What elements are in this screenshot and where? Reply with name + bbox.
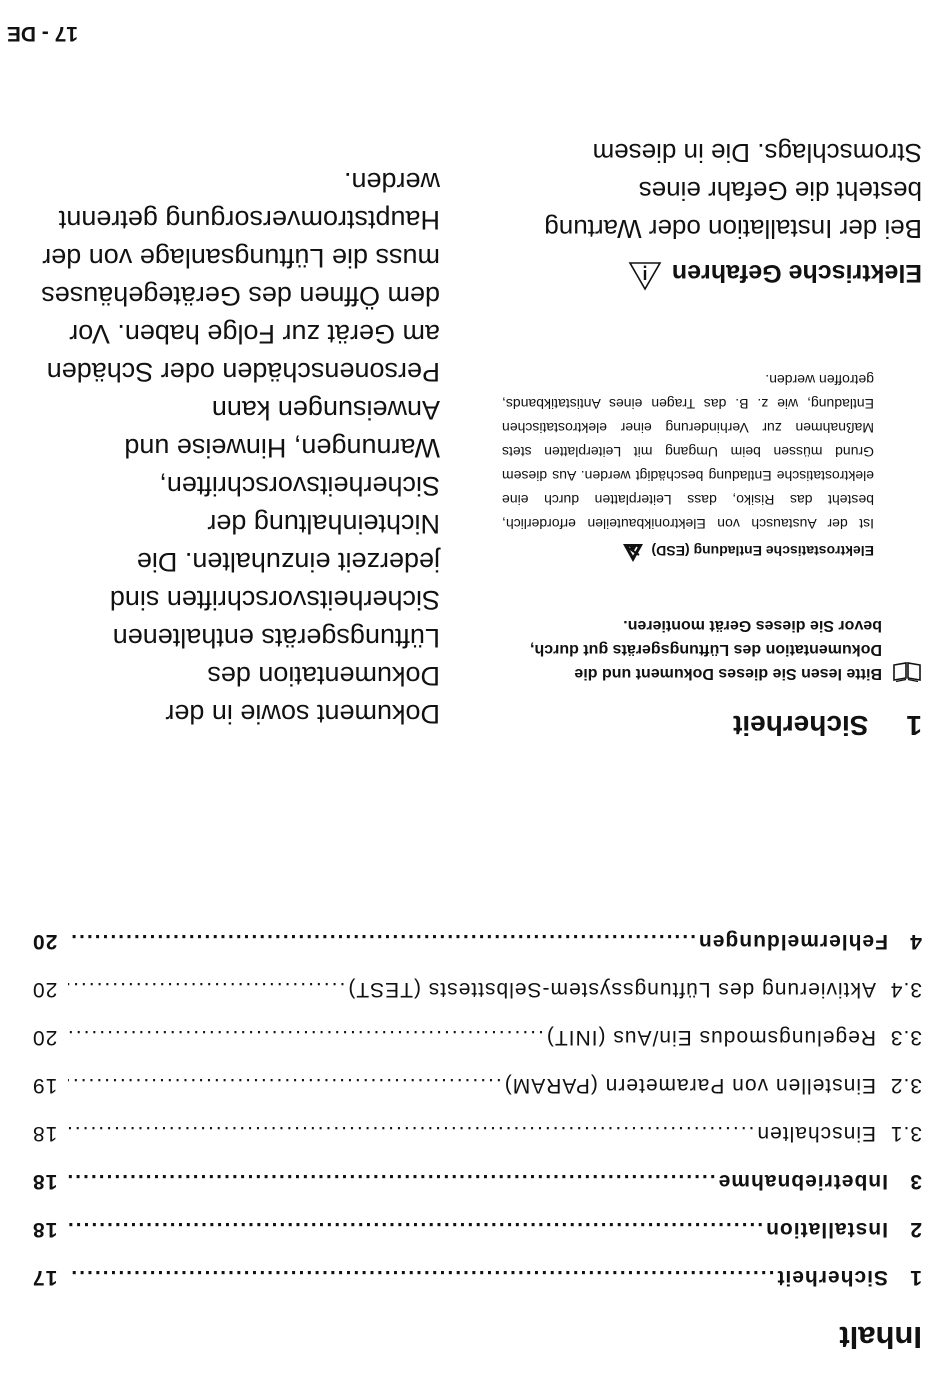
toc-label: Einstellen von Parametern (PARAM) xyxy=(503,1074,876,1097)
toc-leader xyxy=(68,1217,763,1241)
page-footer: 17 - DE xyxy=(6,22,78,45)
electric-text: Bei der Installation oder Wartung besteht die Gefahr eines Stromschlags. Die in diesem xyxy=(544,138,922,244)
toc-label: Sicherheit xyxy=(776,1266,888,1289)
intro-notice xyxy=(502,613,922,685)
toc-label: Inbetriebnahme xyxy=(717,1170,888,1193)
toc-page: 18 xyxy=(32,1122,58,1145)
toc-leader xyxy=(68,1121,754,1145)
esd-text: Ist der Austausch von Elektronikbauteilen erforderlich, besteht das Risiko, dass Leiterplatten durch eine elektrostatische Entladung beschädigt werden. Aus diesem Grund müssen beim Umgang mit Leiterplatten stets Maßnahmen zur Verhinderung einer elektrostatischen Entladung, wie z. B. das Tragen eines Antistatikbands, getroffen werden. xyxy=(502,372,874,532)
toc-number: 3.4 xyxy=(889,978,922,1001)
toc-number: 3.1 xyxy=(889,1122,922,1145)
section-heading xyxy=(733,709,922,741)
right-column-text: Dokument sowie in der Dokumentation des Lüftungsgeräts enthaltenen Sicherheitsvorschriften sind jederzeit einzuhalten. Die Nichteinhaltung der Sicherheitsvorschriften, Warnungen, Hinweise und Anweisungen kann Personenschäden oder Schäden am Gerät zur Folge haben. Vor dem Öffnen des Gerätegehäuses muss die Lüftungsanlage von der Hauptstromversorgung getrennt werden. xyxy=(41,167,440,729)
contents-title: Inhalt xyxy=(839,1320,922,1355)
electric-hazard-notice xyxy=(502,134,922,291)
toc-entry[interactable] xyxy=(32,1049,922,1097)
toc-number: 4 xyxy=(909,930,922,953)
esd-title: Elektrostatische Entladung (ESD) xyxy=(651,543,874,560)
toc-number: 3 xyxy=(909,1170,922,1193)
toc-label: Regelungsmodus Ein/Aus (INIT) xyxy=(545,1026,876,1049)
toc-page: 20 xyxy=(32,1026,58,1049)
toc-entry[interactable] xyxy=(32,953,922,1001)
toc-entry[interactable] xyxy=(32,1241,922,1289)
toc-leader xyxy=(68,977,345,1001)
esd-notice xyxy=(502,368,874,563)
toc-entry[interactable] xyxy=(32,905,922,953)
toc-leader xyxy=(68,1073,502,1097)
toc-label: Aktivierung des Lüftungssystem-Selbsttests (TEST) xyxy=(347,978,876,1001)
toc-number: 2 xyxy=(909,1218,922,1241)
toc-number: 3.2 xyxy=(889,1074,922,1097)
table-of-contents xyxy=(32,905,922,1289)
toc-entry[interactable] xyxy=(32,1097,922,1145)
toc-label: Fehlermeldungen xyxy=(697,930,888,953)
toc-page: 19 xyxy=(32,1074,58,1097)
electric-heading xyxy=(502,254,922,291)
toc-entry[interactable] xyxy=(32,1193,922,1241)
intro-text: Bitte lesen Sie dieses Dokument und die Dokumentation des Lüftungsgeräts gut durch, bevor Sie dieses Gerät montieren. xyxy=(529,617,882,682)
toc-leader xyxy=(68,1025,544,1049)
toc-page: 18 xyxy=(32,1170,58,1193)
toc-label: Installation xyxy=(765,1218,888,1241)
toc-entry[interactable] xyxy=(32,1001,922,1049)
toc-label: Einschalten xyxy=(756,1122,876,1145)
toc-leader xyxy=(68,929,696,953)
esd-heading xyxy=(502,540,874,563)
section-number: 1 xyxy=(906,710,922,741)
toc-number: 1 xyxy=(909,1266,922,1289)
right-column xyxy=(30,163,440,733)
toc-number: 3.3 xyxy=(889,1026,922,1049)
toc-page: 20 xyxy=(32,978,58,1001)
section-title: Sicherheit xyxy=(733,710,869,741)
electric-title: Elektrische Gefahren xyxy=(671,259,922,287)
toc-page: 17 xyxy=(32,1266,58,1289)
esd-hand-icon xyxy=(622,540,644,563)
toc-entry[interactable] xyxy=(32,1145,922,1193)
warning-triangle-icon xyxy=(628,254,662,291)
toc-leader xyxy=(68,1265,774,1289)
toc-leader xyxy=(68,1169,716,1193)
toc-page: 20 xyxy=(32,930,58,953)
toc-page: 18 xyxy=(32,1218,58,1241)
book-icon xyxy=(882,613,922,685)
